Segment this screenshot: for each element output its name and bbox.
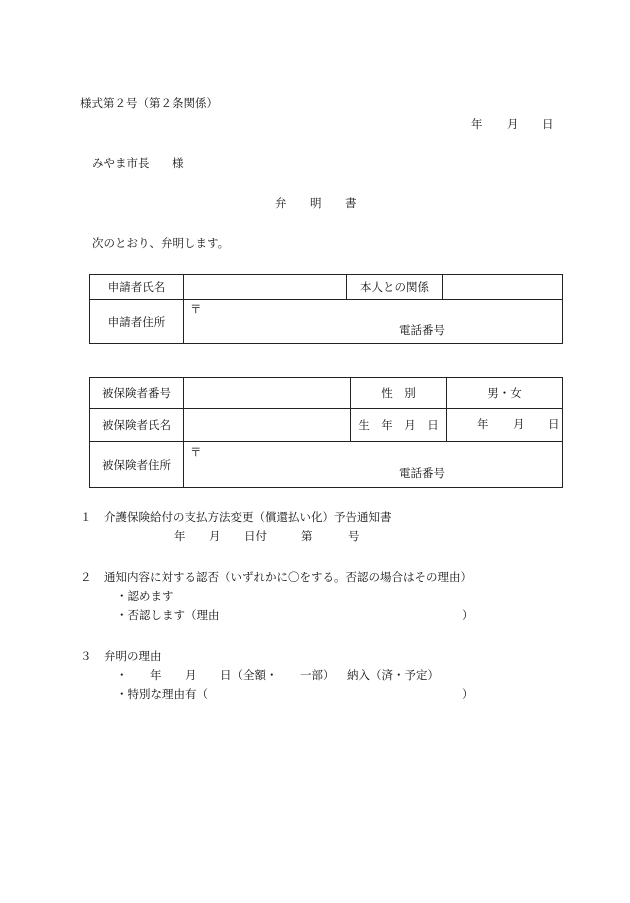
- birth-day: 日: [548, 417, 560, 431]
- section1-number: １: [80, 510, 92, 524]
- birth-month: 月: [513, 417, 525, 431]
- title-char-1: 弁: [275, 196, 287, 210]
- date-year: 年: [471, 117, 483, 131]
- applicant-table: [89, 274, 563, 344]
- section3-bullet: ・: [116, 668, 128, 682]
- section3-partial: 一部）: [300, 668, 335, 682]
- postal-mark: 〒: [190, 445, 202, 459]
- sex-label: 性 別: [351, 378, 447, 409]
- insured-number-label: 被保険者番号: [90, 378, 184, 409]
- section1-title: 介護保険給付の支払方法変更（償還払い化）予告通知書: [104, 510, 392, 524]
- date-month: 月: [507, 117, 519, 131]
- section3-special-reason[interactable]: ・特別な理由有（: [116, 687, 208, 701]
- relation-label: 本人との関係: [347, 275, 443, 300]
- phone-label: 電話番号: [399, 466, 445, 480]
- birth-date-field[interactable]: [447, 409, 563, 442]
- intro-text: 次のとおり、弁明します。: [92, 236, 230, 250]
- section2-title: 通知内容に対する認否（いずれかに〇をする。否認の場合はその理由）: [104, 570, 472, 584]
- applicant-address-label: 申請者住所: [90, 300, 184, 344]
- section3-payment: 納入（済・予定）: [347, 668, 439, 682]
- section1-year: 年: [174, 529, 186, 543]
- insured-number-field[interactable]: [184, 378, 351, 409]
- insured-address-field[interactable]: [184, 442, 563, 488]
- section3-day-part: 日（全額・: [220, 668, 278, 682]
- form-number: 様式第２号（第２条関係）: [80, 96, 218, 110]
- section1-no-prefix: 第: [301, 529, 313, 543]
- phone-label: 電話番号: [399, 323, 445, 337]
- addressee-honorific: 様: [172, 156, 184, 170]
- applicant-name-field[interactable]: [184, 275, 347, 300]
- birth-label: 生 年 月 日: [351, 409, 447, 442]
- title-char-2: 明: [310, 196, 322, 210]
- date-day: 日: [542, 117, 554, 131]
- section3-number: ３: [80, 649, 92, 663]
- insured-address-label: 被保険者住所: [90, 442, 184, 488]
- insured-table: [89, 377, 563, 488]
- section1-no-suffix: 号: [348, 529, 360, 543]
- applicant-name-label: 申請者氏名: [90, 275, 184, 300]
- section2-number: ２: [80, 570, 92, 584]
- addressee-name: みやま市長: [92, 156, 150, 170]
- section1-day: 日付: [244, 529, 267, 543]
- section2-option-deny[interactable]: ・否認します（理由: [116, 608, 220, 622]
- postal-mark: 〒: [190, 302, 202, 316]
- sex-value[interactable]: 男・女: [447, 378, 563, 409]
- applicant-address-field[interactable]: [184, 300, 563, 344]
- insured-name-field[interactable]: [184, 409, 351, 442]
- section3-title: 弁明の理由: [104, 649, 162, 663]
- title-char-3: 書: [345, 196, 357, 210]
- section2-deny-close: ）: [462, 608, 474, 622]
- section3-special-close: ）: [462, 687, 474, 701]
- birth-year: 年: [477, 417, 489, 431]
- section1-month: 月: [209, 529, 221, 543]
- section2-option-accept[interactable]: ・認めます: [116, 589, 174, 603]
- insured-name-label: 被保険者氏名: [90, 409, 184, 442]
- section3-year: 年: [150, 668, 162, 682]
- relation-field[interactable]: [443, 275, 563, 300]
- section3-month: 月: [185, 668, 197, 682]
